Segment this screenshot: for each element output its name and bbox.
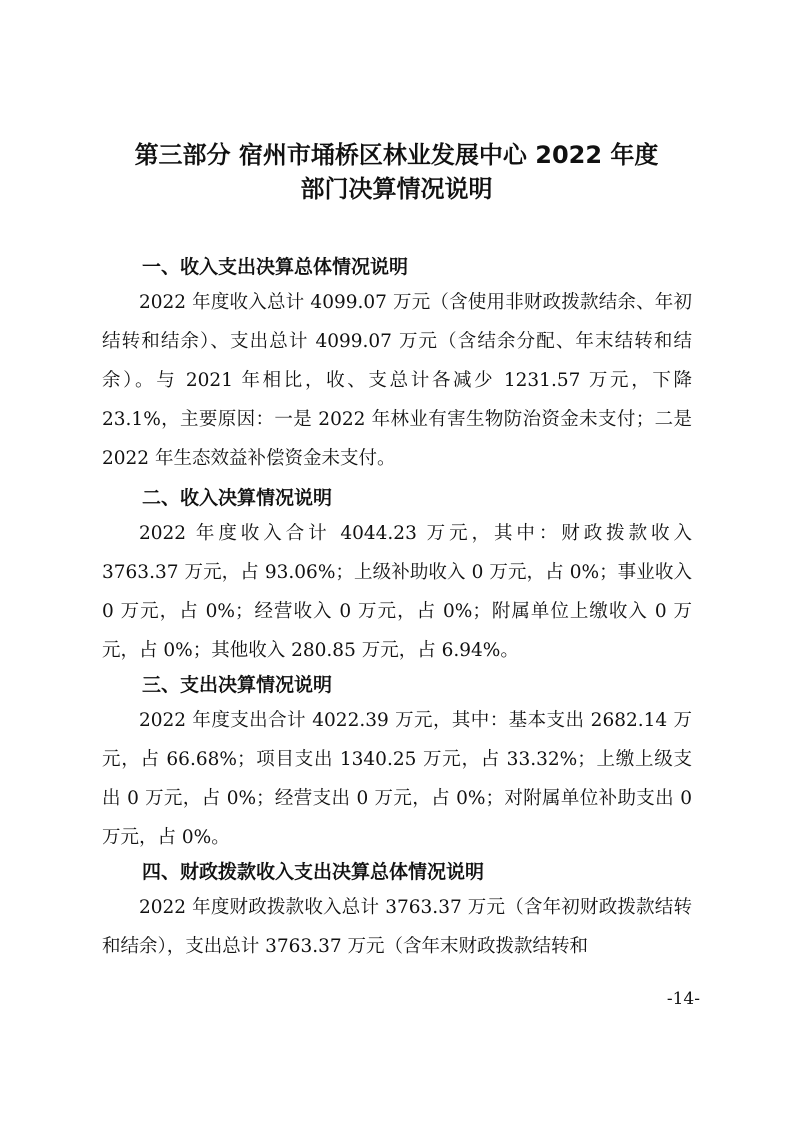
section-heading-income-expenditure-overview: 一、收入支出决算总体情况说明: [142, 256, 409, 278]
section-paragraph-expenditure: 2022 年度支出合计 4022.39 万元，其中：基本支出 2682.14 万元，占 66.68%；项目支出 1340.25 万元，占 33.32%；上缴上级支出 0 万元，占 0%；经营支出 0 万元，占 0%；对附属单位补助支出 0 万元，占 0%。: [102, 710, 692, 848]
section-heading-expenditure: 三、支出决算情况说明: [142, 674, 333, 696]
section-heading-fiscal-appropriation: 四、财政拨款收入支出决算总体情况说明: [142, 861, 485, 883]
section-paragraph-income: 2022 年度收入合计 4044.23 万元，其中：财政拨款收入 3763.37 万元，占 93.06%；上级补助收入 0 万元，占 0%；事业收入 0 万元，占 0%；经营收入 0 万元，占 0%；附属单位上缴收入 0 万元，占 0%；其他收入 280.85 万元，占 6.94%。: [102, 523, 692, 661]
section-heading-income: 二、收入决算情况说明: [142, 487, 333, 509]
section-paragraph-income-expenditure-overview: 2022 年度收入总计 4099.07 万元（含使用非财政拨款结余、年初结转和结余）、支出总计 4099.07 万元（含结余分配、年末结转和结余）。与 2021 年相比，收、支总计各减少 1231.57 万元，下降 23.1%，主要原因：一是 2022 年林业有害生物防治资金未支付；二是 2022 年生态效益补偿资金未支付。: [102, 292, 692, 469]
document-title-line-2: 部门决算情况说明: [300, 175, 493, 203]
section-paragraph-fiscal-appropriation: 2022 年度财政拨款收入总计 3763.37 万元（含年初财政拨款结转和结余），支出总计 3763.37 万元（含年末财政拨款结转和: [102, 897, 692, 957]
document-title-line-1: 第三部分 宿州市埇桥区林业发展中心 2022 年度: [134, 141, 659, 169]
page-number: -14-: [666, 989, 700, 1009]
